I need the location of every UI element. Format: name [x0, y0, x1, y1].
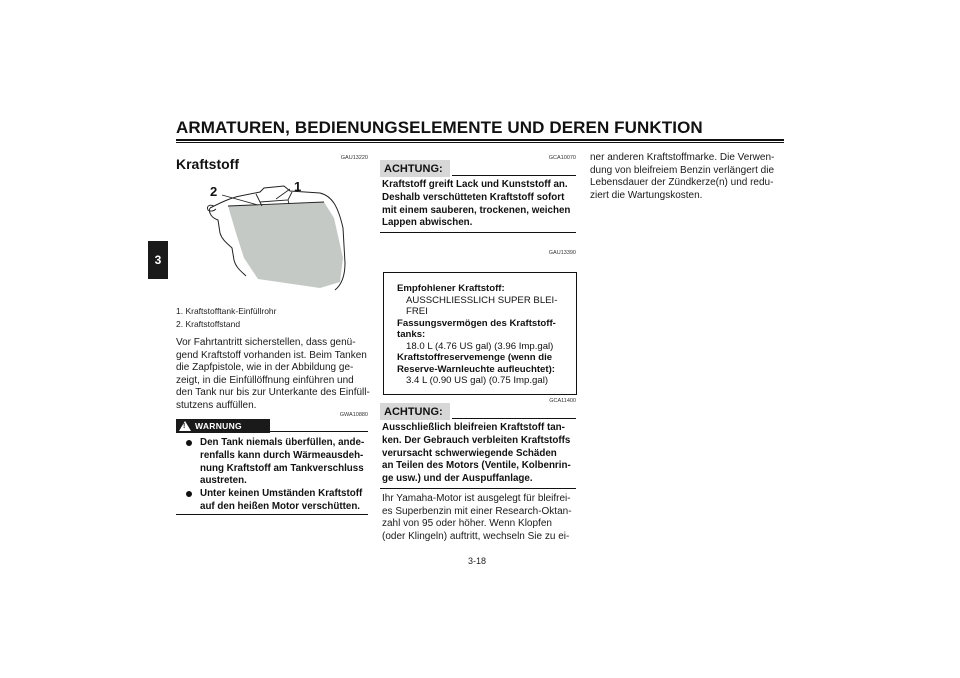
caution-2-bottom-rule — [380, 488, 576, 489]
spec-value-reserve: 3.4 L (0.90 US gal) (0.75 Imp.gal) — [406, 375, 549, 386]
spec-label-capacity-cont: tanks: — [397, 329, 426, 340]
spec-value-capacity: 18.0 L (4.76 US gal) (3.96 Imp.gal) — [406, 340, 554, 352]
caution-2-label: ACHTUNG: — [380, 403, 450, 420]
section-title: Kraftstoff — [176, 156, 239, 172]
header-rule-thin — [176, 142, 784, 143]
header-rule — [176, 139, 784, 141]
spec-label-reserve-cont: Reserve-Warnleuchte aufleuchtet): — [397, 363, 555, 375]
figure-callout-1: 1 — [294, 179, 302, 194]
spec-label-fuel: Empfohlener Kraftstoff: — [397, 283, 505, 294]
octane-paragraph-continued: ner anderen Kraftstoffmarke. Die Verwen- dung von bleifreiem Benzin verlängert die Lebensdauer der Zündkerze(n) und redu- ziert die Wartungskosten. — [590, 152, 775, 201]
spec-label-reserve: Kraftstoffreservemenge (wenn die — [397, 352, 553, 363]
page-number: 3-18 — [468, 556, 487, 566]
caution-1-label: ACHTUNG: — [380, 160, 450, 177]
caution-2-text: Ausschließlich bleifreien Kraftstoff tan- ken. Der Gebrauch verbleiten Kraftstoffs verursacht schwerwiegende Schäden an Teilen des Motors (Ventile, Kolbenrin- ge usw.) und der Auspuffanlage. — [382, 422, 571, 485]
bullet-icon — [186, 491, 192, 497]
fuel-tank-figure — [200, 178, 350, 293]
spec-value-fuel-cont: FREI — [406, 306, 428, 317]
bullet-icon — [186, 440, 192, 446]
figure-caption-2: 2. Kraftstoffstand — [176, 319, 241, 329]
chapter-number: 3 — [154, 253, 162, 267]
octane-paragraph: Ihr Yamaha-Motor ist ausgelegt für bleifrei- es Superbenzin mit einer Research-Oktan- zahl von 95 oder höher. Wenn Klopfen (oder Klingeln) auftritt, wechseln Sie zu ei- — [382, 493, 572, 542]
fuel-tank-illustration — [200, 178, 350, 293]
warning-triangle-icon: ! — [179, 421, 191, 431]
caution-2-top-rule — [452, 418, 576, 419]
figure-caption-1: 1. Kraftstofftank-Einfüllrohr — [176, 306, 277, 316]
warning-bullet-list — [186, 437, 364, 514]
spec-label-capacity: Fassungsvermögen des Kraftstoff- — [397, 317, 556, 329]
warning-code: GWA10880 — [339, 412, 368, 418]
spec-code: GAU13390 — [548, 250, 576, 256]
warning-bottom-rule — [176, 514, 368, 515]
fuel-spec-box — [383, 272, 577, 395]
warning-top-rule — [270, 431, 368, 432]
caution-1-code: GCA10070 — [548, 155, 576, 161]
list-item: Unter keinen Umständen Kraftstoff auf den heißen Motor verschütten. — [186, 488, 364, 514]
section-code: GAU13220 — [340, 155, 368, 161]
intro-paragraph: Vor Fahrtantritt sicherstellen, dass genü- gend Kraftstoff vorhanden ist. Beim Tanken die Zapfpistole, wie in der Abbildung ge- zeigt, in die Einfüllöffnung einführen und den Tank nur bis zur Unterkante des Einfüll- stutzens auffüllen. — [176, 337, 370, 411]
caution-1-text: Kraftstoff greift Lack und Kunststoff an. Deshalb verschütteten Kraftstoff sofort mit einem sauberen, trockenen, weichen Lappen abwischen. — [382, 179, 571, 229]
page-header-title: ARMATUREN, BEDIENUNGSELEMENTE UND DEREN FUNKTION — [176, 118, 703, 137]
caution-2-code: GCA11400 — [549, 398, 576, 404]
spec-value-fuel: AUSSCHLIESSLICH SUPER BLEI- — [406, 294, 558, 306]
figure-callout-2: 2 — [210, 184, 218, 199]
list-item: Den Tank niemals überfüllen, ande- renfalls kann durch Wärmeausdeh- nung Kraftstoff am Tankverschluss austreten. — [186, 437, 364, 488]
warning-label: ! WARNUNG — [176, 419, 270, 433]
chapter-tab — [148, 241, 168, 279]
caution-1-bottom-rule — [380, 232, 576, 233]
caution-1-top-rule — [452, 175, 576, 176]
